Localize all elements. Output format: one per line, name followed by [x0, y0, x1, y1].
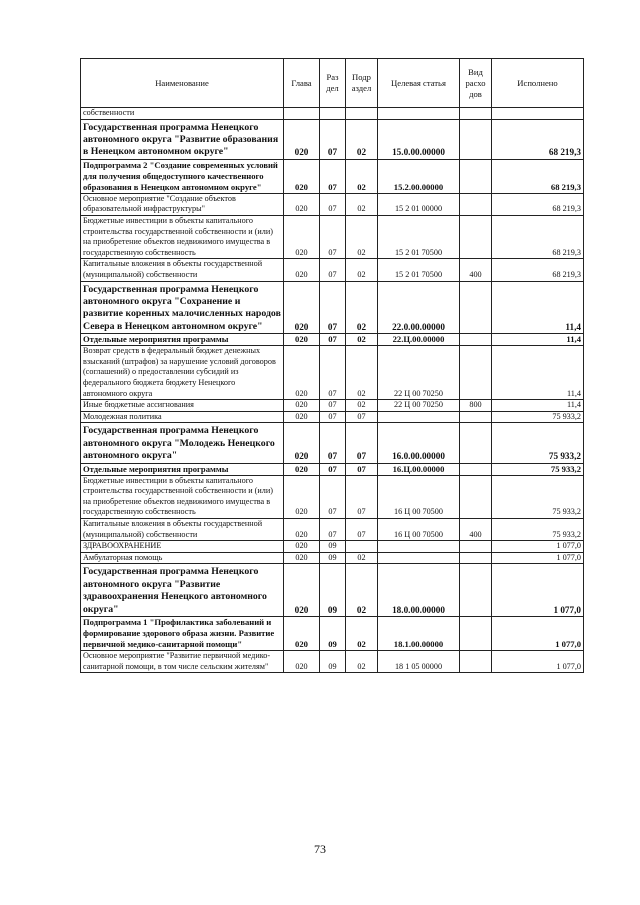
cell-razdel: 07 — [320, 281, 346, 334]
cell-expense-type — [460, 552, 492, 564]
page-number: 73 — [314, 842, 326, 856]
cell-razdel: 09 — [320, 541, 346, 553]
cell-name: Бюджетные инвестиции в объекты капитального строительства государственной собственности и (или) на приобретение объектов недвижимого имущества в государственную собственность — [81, 216, 284, 259]
cell-target-article: 16 Ц 00 70500 — [378, 475, 460, 518]
cell-razdel: 07 — [320, 119, 346, 159]
cell-executed: 75 933,2 — [492, 475, 584, 518]
cell-expense-type: 800 — [460, 400, 492, 412]
cell-podrazdel: 02 — [346, 259, 378, 281]
cell-executed: 11,4 — [492, 346, 584, 400]
table-row — [81, 518, 584, 540]
cell-podrazdel: 07 — [346, 423, 378, 463]
cell-razdel: 07 — [320, 346, 346, 400]
cell-podrazdel: 02 — [346, 193, 378, 215]
table-row — [81, 259, 584, 281]
table-row — [81, 193, 584, 215]
cell-name: Государственная программа Ненецкого автономного округа "Развитие образования в Ненецком автономном округе" — [81, 119, 284, 159]
cell-razdel: 09 — [320, 616, 346, 650]
cell-expense-type — [460, 216, 492, 259]
cell-glava: 020 — [284, 346, 320, 400]
cell-expense-type — [460, 119, 492, 159]
cell-name: Отдельные мероприятия программы — [81, 334, 284, 346]
cell-expense-type — [460, 616, 492, 650]
table-row — [81, 334, 584, 346]
cell-target-article — [378, 541, 460, 553]
cell-name: Подпрограмма 2 "Создание современных условий для получения общедоступного качественного образования в Ненецком автономном округе" — [81, 159, 284, 193]
cell-name: Бюджетные инвестиции в объекты капитального строительства государственной собственности и (или) на приобретение объектов недвижимого имущества в государственную собственность — [81, 475, 284, 518]
cell-glava: 020 — [284, 259, 320, 281]
cell-glava: 020 — [284, 552, 320, 564]
cell-name: Основное мероприятие "Развитие первичной медико-санитарной помощи, в том числе сельским жителям" — [81, 650, 284, 672]
cell-podrazdel — [346, 108, 378, 120]
col-header-executed: Исполнено — [492, 59, 584, 108]
cell-razdel: 07 — [320, 193, 346, 215]
cell-razdel: 09 — [320, 564, 346, 617]
cell-expense-type — [460, 346, 492, 400]
table-row — [81, 650, 584, 672]
cell-podrazdel: 02 — [346, 334, 378, 346]
cell-name: Подпрограмма 1 "Профилактика заболеваний и формирование здорового образа жизни. Развитие первичной медико-санитарной помощи" — [81, 616, 284, 650]
cell-expense-type — [460, 281, 492, 334]
cell-glava: 020 — [284, 518, 320, 540]
cell-expense-type — [460, 108, 492, 120]
cell-podrazdel: 02 — [346, 216, 378, 259]
cell-name: Иные бюджетные ассигнования — [81, 400, 284, 412]
cell-glava — [284, 108, 320, 120]
cell-podrazdel: 02 — [346, 159, 378, 193]
cell-podrazdel: 07 — [346, 475, 378, 518]
cell-razdel: 07 — [320, 400, 346, 412]
cell-expense-type — [460, 463, 492, 475]
cell-expense-type — [460, 159, 492, 193]
cell-podrazdel: 02 — [346, 552, 378, 564]
cell-executed: 1 077,0 — [492, 564, 584, 617]
cell-podrazdel: 02 — [346, 650, 378, 672]
cell-executed: 75 933,2 — [492, 423, 584, 463]
cell-expense-type — [460, 650, 492, 672]
cell-target-article: 15 2 01 70500 — [378, 259, 460, 281]
cell-expense-type: 400 — [460, 518, 492, 540]
cell-glava: 020 — [284, 281, 320, 334]
cell-podrazdel: 07 — [346, 411, 378, 423]
cell-expense-type — [460, 193, 492, 215]
cell-expense-type — [460, 334, 492, 346]
cell-name: Молодежная политика — [81, 411, 284, 423]
cell-name: ЗДРАВООХРАНЕНИЕ — [81, 541, 284, 553]
cell-name: Амбулаторная помощь — [81, 552, 284, 564]
cell-executed: 75 933,2 — [492, 463, 584, 475]
cell-podrazdel: 02 — [346, 119, 378, 159]
cell-name: Возврат средств в федеральный бюджет денежных взысканий (штрафов) за нарушение условий договоров (соглашений) о предоставлении субсидий из федерального бюджета бюджету Ненецкого автономного округа — [81, 346, 284, 400]
cell-razdel: 09 — [320, 650, 346, 672]
col-header-target-article: Целевая статья — [378, 59, 460, 108]
cell-razdel: 07 — [320, 334, 346, 346]
cell-executed: 1 077,0 — [492, 541, 584, 553]
cell-target-article: 16.0.00.00000 — [378, 423, 460, 463]
cell-executed: 68 219,3 — [492, 259, 584, 281]
cell-razdel: 07 — [320, 216, 346, 259]
table-row — [81, 400, 584, 412]
table-row — [81, 281, 584, 334]
cell-glava: 020 — [284, 193, 320, 215]
table-row — [81, 463, 584, 475]
cell-executed: 1 077,0 — [492, 650, 584, 672]
cell-podrazdel: 07 — [346, 463, 378, 475]
cell-razdel: 07 — [320, 159, 346, 193]
table-row — [81, 541, 584, 553]
cell-podrazdel: 07 — [346, 518, 378, 540]
cell-glava: 020 — [284, 423, 320, 463]
cell-target-article — [378, 108, 460, 120]
cell-target-article: 18.0.00.00000 — [378, 564, 460, 617]
cell-name: Государственная программа Ненецкого автономного округа "Развитие здравоохранения Ненецкого автономного округа" — [81, 564, 284, 617]
cell-executed: 68 219,3 — [492, 159, 584, 193]
cell-razdel: 07 — [320, 423, 346, 463]
cell-executed: 75 933,2 — [492, 411, 584, 423]
cell-name: собственности — [81, 108, 284, 120]
cell-glava: 020 — [284, 475, 320, 518]
col-header-glava: Глава — [284, 59, 320, 108]
cell-target-article: 16.Ц.00.00000 — [378, 463, 460, 475]
cell-expense-type — [460, 411, 492, 423]
cell-expense-type: 400 — [460, 259, 492, 281]
cell-glava: 020 — [284, 119, 320, 159]
cell-expense-type — [460, 475, 492, 518]
cell-executed: 68 219,3 — [492, 193, 584, 215]
cell-target-article: 15 2 01 00000 — [378, 193, 460, 215]
cell-target-article: 22 Ц 00 70250 — [378, 346, 460, 400]
cell-executed: 75 933,2 — [492, 518, 584, 540]
cell-name: Капитальные вложения в объекты государственной (муниципальной) собственности — [81, 259, 284, 281]
cell-expense-type — [460, 423, 492, 463]
cell-podrazdel: 02 — [346, 616, 378, 650]
cell-target-article: 15 2 01 70500 — [378, 216, 460, 259]
cell-glava: 020 — [284, 159, 320, 193]
cell-target-article: 18 1 05 00000 — [378, 650, 460, 672]
table-row — [81, 108, 584, 120]
col-header-expense-type: Вид расхо дов — [460, 59, 492, 108]
cell-glava: 020 — [284, 411, 320, 423]
col-header-name: Наименование — [81, 59, 284, 108]
cell-podrazdel: 02 — [346, 400, 378, 412]
cell-name: Основное мероприятие "Создание объектов образовательной инфраструктуры" — [81, 193, 284, 215]
cell-target-article — [378, 411, 460, 423]
table-row — [81, 423, 584, 463]
cell-razdel: 09 — [320, 552, 346, 564]
cell-podrazdel: 02 — [346, 564, 378, 617]
cell-glava: 020 — [284, 650, 320, 672]
cell-executed — [492, 108, 584, 120]
cell-target-article — [378, 552, 460, 564]
cell-target-article: 15.2.00.00000 — [378, 159, 460, 193]
cell-razdel: 07 — [320, 463, 346, 475]
table-row — [81, 616, 584, 650]
cell-glava: 020 — [284, 400, 320, 412]
cell-target-article: 22.Ц.00.00000 — [378, 334, 460, 346]
table-row — [81, 475, 584, 518]
cell-razdel: 07 — [320, 518, 346, 540]
cell-razdel — [320, 108, 346, 120]
table-row — [81, 159, 584, 193]
cell-glava: 020 — [284, 541, 320, 553]
cell-glava: 020 — [284, 216, 320, 259]
cell-target-article: 16 Ц 00 70500 — [378, 518, 460, 540]
cell-podrazdel: 02 — [346, 281, 378, 334]
table-row — [81, 411, 584, 423]
cell-target-article: 22.0.00.00000 — [378, 281, 460, 334]
cell-name: Государственная программа Ненецкого автономного округа "Молодежь Ненецкого автономного округа" — [81, 423, 284, 463]
table-row — [81, 216, 584, 259]
col-header-podrazdel: Подр аздел — [346, 59, 378, 108]
cell-glava: 020 — [284, 564, 320, 617]
cell-expense-type — [460, 541, 492, 553]
cell-glava: 020 — [284, 616, 320, 650]
cell-target-article: 22 Ц 00 70250 — [378, 400, 460, 412]
table-row — [81, 119, 584, 159]
table-row — [81, 346, 584, 400]
col-header-razdel: Раз дел — [320, 59, 346, 108]
cell-executed: 11,4 — [492, 334, 584, 346]
cell-executed: 11,4 — [492, 400, 584, 412]
cell-podrazdel: 02 — [346, 346, 378, 400]
cell-executed: 68 219,3 — [492, 216, 584, 259]
cell-name: Государственная программа Ненецкого автономного округа "Сохранение и развитие коренных малочисленных народов Севера в Ненецком автономном округе" — [81, 281, 284, 334]
cell-razdel: 07 — [320, 475, 346, 518]
header-row — [81, 59, 584, 108]
budget-table — [80, 58, 584, 673]
cell-razdel: 07 — [320, 411, 346, 423]
table-row — [81, 552, 584, 564]
cell-executed: 1 077,0 — [492, 616, 584, 650]
cell-target-article: 18.1.00.00000 — [378, 616, 460, 650]
cell-name: Отдельные мероприятия программы — [81, 463, 284, 475]
cell-glava: 020 — [284, 334, 320, 346]
cell-executed: 1 077,0 — [492, 552, 584, 564]
cell-expense-type — [460, 564, 492, 617]
cell-executed: 68 219,3 — [492, 119, 584, 159]
cell-name: Капитальные вложения в объекты государственной (муниципальной) собственности — [81, 518, 284, 540]
cell-podrazdel — [346, 541, 378, 553]
table-body — [81, 108, 584, 673]
cell-target-article: 15.0.00.00000 — [378, 119, 460, 159]
cell-glava: 020 — [284, 463, 320, 475]
cell-executed: 11,4 — [492, 281, 584, 334]
table-row — [81, 564, 584, 617]
cell-razdel: 07 — [320, 259, 346, 281]
